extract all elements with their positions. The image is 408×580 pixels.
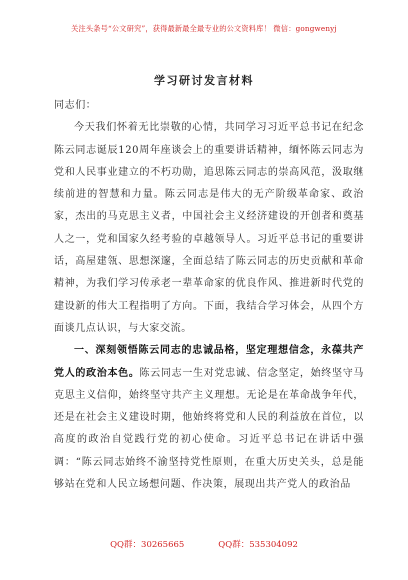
paragraph-intro: 今天我们怀着无比崇敬的心情，共同学习习近平总书记在纪念陈云同志诞辰120周年座谈会上的重要讲话精神，缅怀陈云同志为党和人民事业建立的不朽功勋，追思陈云同志的崇高风范，汲取继续前进的智慧和力量。陈云同志是伟大的无产阶级革命家、政治家，杰出的马克思主义者，中国社会主义经济建设的开创者和奠基人之一，党和国家久经考验的卓越领导人。习近平总书记的重要讲话，高屋建瓴、思想深邃，全面总结了陈云同志的历史贡献和革命精神，为我们学习传承老一辈革命家的优良作风、推进新时代党的建设新的伟大工程指明了方向。下面，我结合学习体会，从四个方面谈几点认识，与大家交流。 <box>54 122 364 334</box>
document-title: 学习研讨发言材料 <box>154 74 254 87</box>
paragraph-section-1 <box>54 340 364 496</box>
greeting: 同志们： <box>54 100 97 111</box>
footer-qq-group-1: QQ群：30265665 <box>110 540 185 550</box>
section-1-heading: 一、深刻领悟陈云同志的忠诚品格，坚定理想信念，永葆共产党人的政治本色。 <box>54 345 364 379</box>
document-body <box>54 95 364 496</box>
footer-contact <box>0 538 408 550</box>
section-1-text: 陈云同志一生对党忠诚、信念坚定，始终坚守马克思主义信仰，始终坚守共产主义理想。无论是在革命战争年代，还是在社会主义建设时期，他始终将党和人民的利益放在首位，以高度的政治自觉践行党的初心使命。习近平总书记在讲话中强调：“陈云同志始终不渝坚持党性原则，在重大历史关头，总是能够站在党和人民立场想问题、作决策，展现出共产党人的政治品 <box>54 367 364 491</box>
footer-qq-group-2: QQ群：535304092 <box>218 540 298 550</box>
header-promo-note: 关注头条号“公文研究”，获得最新最全最专业的公文资料库！ 微信：gongwenyj <box>71 24 337 33</box>
